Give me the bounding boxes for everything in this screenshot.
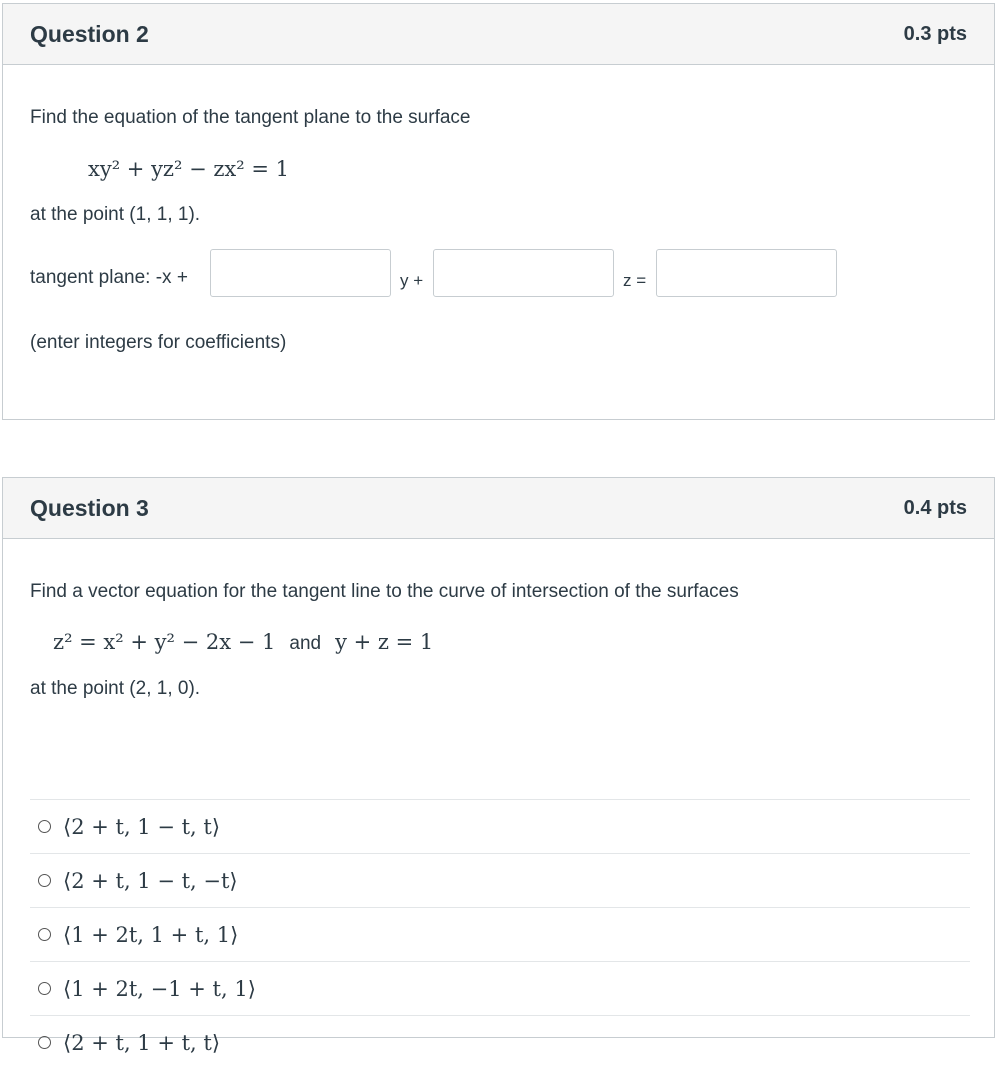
- answer-option-label: ⟨2 + t, 1 − t, t⟩: [63, 814, 221, 839]
- radio-button-icon[interactable]: [38, 820, 51, 833]
- answer-option-label: ⟨1 + 2t, 1 + t, 1⟩: [63, 922, 239, 947]
- coefficient-y-input[interactable]: [210, 249, 391, 297]
- question-3-card: [2, 477, 995, 1055]
- radio-button-icon[interactable]: [38, 874, 51, 887]
- answer-options-list: [30, 799, 970, 1069]
- question-2-title: Question 2: [30, 20, 149, 47]
- radio-button-icon[interactable]: [38, 928, 51, 941]
- answer-option-3[interactable]: [30, 907, 970, 961]
- answer-option-4[interactable]: [30, 961, 970, 1015]
- answer-prefix-label: tangent plane: -x +: [30, 267, 188, 288]
- answer-option-label: ⟨2 + t, 1 + t, t⟩: [63, 1030, 221, 1055]
- equation-surface-2: y + z = 1: [335, 630, 434, 654]
- question-2-header: [3, 4, 994, 65]
- answer-option-1[interactable]: [30, 799, 970, 853]
- answer-option-label: ⟨1 + 2t, −1 + t, 1⟩: [63, 976, 256, 1001]
- constant-input[interactable]: [656, 249, 837, 297]
- question-3-header: [3, 478, 994, 539]
- question-3-title: Question 3: [30, 494, 149, 521]
- question-2-hint: (enter integers for coefficients): [30, 332, 287, 353]
- question-2-point-text: at the point (1, 1, 1).: [30, 204, 201, 225]
- question-2-equation: xy² + yz² − zx² = 1: [88, 157, 289, 181]
- question-3-points: 0.4 pts: [903, 496, 967, 519]
- label-y-plus: y +: [400, 271, 424, 290]
- answer-option-label: ⟨2 + t, 1 − t, −t⟩: [63, 868, 238, 893]
- radio-button-icon[interactable]: [38, 982, 51, 995]
- coefficient-z-input[interactable]: [433, 249, 614, 297]
- question-2-points: 0.3 pts: [903, 22, 967, 45]
- equation-surface-1: z² = x² + y² − 2x − 1: [53, 630, 276, 654]
- equation-and-word: and: [289, 633, 322, 654]
- question-2-card: [2, 3, 995, 420]
- answer-option-5[interactable]: [30, 1015, 970, 1069]
- radio-button-icon[interactable]: [38, 1036, 51, 1049]
- label-z-equals: z =: [623, 271, 647, 290]
- question-2-prompt: Find the equation of the tangent plane to the surface: [30, 107, 471, 128]
- question-3-prompt: Find a vector equation for the tangent line to the curve of intersection of the surfaces: [30, 581, 739, 602]
- question-3-point-text: at the point (2, 1, 0).: [30, 678, 201, 699]
- answer-option-2[interactable]: [30, 853, 970, 907]
- question-3-equations: [53, 630, 433, 655]
